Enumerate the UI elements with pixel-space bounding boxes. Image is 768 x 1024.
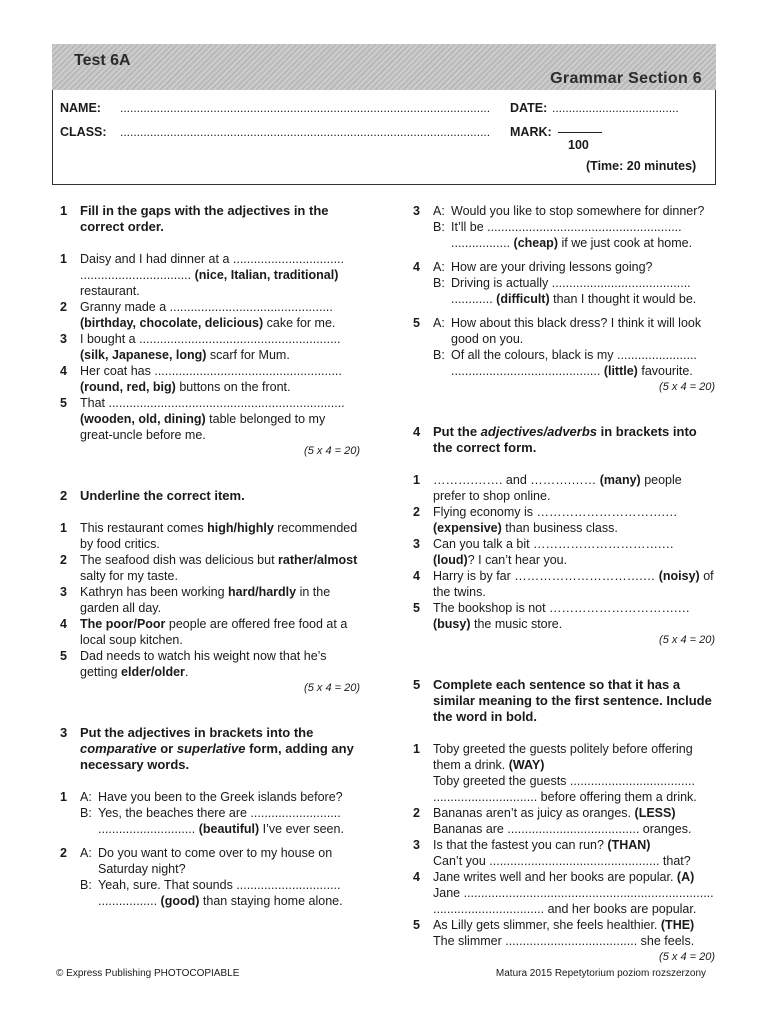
date-field[interactable]: ......................................	[552, 101, 679, 115]
footer-publication: Matura 2015 Repetytorium poziom rozszerzony	[495, 968, 706, 979]
exercise-1-items	[60, 251, 360, 443]
date-label: DATE:	[510, 101, 548, 115]
exercise-3-item: 5 A: How about this black dress? I think it will look good on you. B: Of all the colours, black is my ....................... ........................................... (little) favourite.	[413, 316, 702, 378]
mark-fraction-line[interactable]	[558, 132, 602, 133]
footer-copyright: © Express Publishing PHOTOCOPIABLE	[56, 968, 240, 979]
exercise-1-score: (5 x 4 = 20)	[304, 445, 360, 457]
exercise-1-item: 1 Daisy and I had dinner at a ................................ ................................ (nice, Italian, traditional) restaurant.	[60, 252, 345, 298]
exercise-5-item: 3 Is that the fastest you can run? (THAN) Can’t you ................................................. that?	[413, 838, 691, 868]
exercise-4-score: (5 x 4 = 20)	[659, 634, 715, 646]
exercise-5-items	[413, 741, 715, 949]
exercise-2-item: 5 Dad needs to watch his weight now that he’s getting elder/older.	[60, 649, 327, 679]
exercise-4-heading: 4 Put the adjectives/adverbs in brackets into the correct form.	[413, 424, 697, 455]
exercise-5-item: 4 Jane writes well and her books are popular. (A) Jane ........................................................................ ................................ and her books are popular.	[413, 870, 714, 916]
exercise-5-item: 2 Bananas aren’t as juicy as oranges. (LESS) Bananas are ...................................... oranges.	[413, 806, 692, 836]
exercise-3-item: 3 A: Would you like to stop somewhere for dinner? B: It’ll be ........................................................ ................. (cheap) if we just cook at home.	[413, 204, 705, 250]
exercise-4-item: 5 The bookshop is not ………………………….… (busy) the music store.	[413, 601, 691, 631]
word-choice[interactable]: elder/older	[121, 665, 185, 679]
mark-label: MARK:	[510, 125, 552, 139]
name-field[interactable]: ...............................................................................................................	[120, 101, 491, 115]
exercise-5-score: (5 x 4 = 20)	[659, 951, 715, 963]
exercise-4-item: 2 Flying economy is ………………………….… (expensive) than business class.	[413, 505, 678, 535]
class-label: CLASS:	[60, 125, 107, 139]
exercise-4-item: 3 Can you talk a bit ………………………….… (loud)? I can’t hear you.	[413, 537, 675, 567]
exercise-1-item: 4 Her coat has ...................................................... (round, red, big) buttons on the front.	[60, 364, 342, 394]
name-label: NAME:	[60, 101, 101, 115]
exercise-2-heading: 2 Underline the correct item.	[60, 488, 245, 503]
exercise-1-item: 5 That .................................................................... (wooden, old, dining) table belonged to my great-uncle before me.	[60, 396, 345, 442]
exercise-4-item: 1 ……….……. and ……….…… (many) people prefer to shop online.	[413, 473, 682, 503]
test-title: Test 6A	[74, 52, 131, 69]
exercise-5-item: 5 As Lilly gets slimmer, she feels healthier. (THE) The slimmer ...................................... she feels.	[413, 918, 695, 948]
exercise-4-item: 4 Harry is by far ………………………….… (noisy) of the twins.	[413, 569, 714, 599]
left-column	[60, 203, 360, 909]
word-choice[interactable]: high/highly	[207, 521, 274, 535]
exercise-2-item: 1 This restaurant comes high/highly recommended by food critics.	[60, 521, 358, 551]
exercise-2-item: 3 Kathryn has been working hard/hardly in the garden all day.	[60, 585, 331, 615]
exercise-3-score: (5 x 4 = 20)	[659, 381, 715, 393]
mark-total: 100	[568, 138, 589, 152]
exercise-1-item: 3 I bought a .......................................................... (silk, Japanese, long) scarf for Mum.	[60, 332, 341, 362]
right-column	[413, 203, 715, 964]
exercise-3-heading: 3 Put the adjectives in brackets into the comparative or superlative form, adding any necessary words.	[60, 725, 354, 772]
exercise-4-items	[413, 472, 715, 632]
exercise-1-heading: 1 Fill in the gaps with the adjectives in the correct order.	[60, 203, 329, 234]
exercise-1-item: 2 Granny made a ............................................... (birthday, chocolate, delicious) cake for me.	[60, 300, 336, 330]
word-choice[interactable]: rather/almost	[278, 553, 358, 567]
exercise-3-item: 1 A: Have you been to the Greek islands before? B: Yes, the beaches there are .......................... ............................ (beautiful) I’ve ever seen.	[60, 790, 344, 836]
section-title: Grammar Section 6	[550, 70, 702, 87]
exercise-5-heading: 5 Complete each sentence so that it has a similar meaning to the first sentence. Include the word in bold.	[413, 677, 712, 724]
exercise-2-item: 4 The poor/Poor people are offered free food at a local soup kitchen.	[60, 617, 348, 647]
exercise-5-item: 1 Toby greeted the guests politely before offering them a drink. (WAY) Toby greeted the guests .................................... .............................. before offering them a drink.	[413, 742, 697, 804]
class-field[interactable]: ...............................................................................................................	[120, 125, 491, 139]
exercise-2-items	[60, 520, 360, 680]
exercise-3-item: 2 A: Do you want to come over to my house on Saturday night? B: Yeah, sure. That sounds .............................. ................. (good) than staying home alone.	[60, 846, 343, 908]
exercise-3-item: 4 A: How are your driving lessons going? B: Driving is actually ........................................ ............ (difficult) than I thought it would be.	[413, 260, 697, 306]
exercise-2-item: 2 The seafood dish was delicious but rather/almost salty for my taste.	[60, 553, 358, 583]
word-choice[interactable]: hard/hardly	[228, 585, 297, 599]
time-note: (Time: 20 minutes)	[586, 159, 697, 173]
exercise-2-score: (5 x 4 = 20)	[304, 682, 360, 694]
word-choice[interactable]: The poor/Poor	[80, 617, 166, 631]
